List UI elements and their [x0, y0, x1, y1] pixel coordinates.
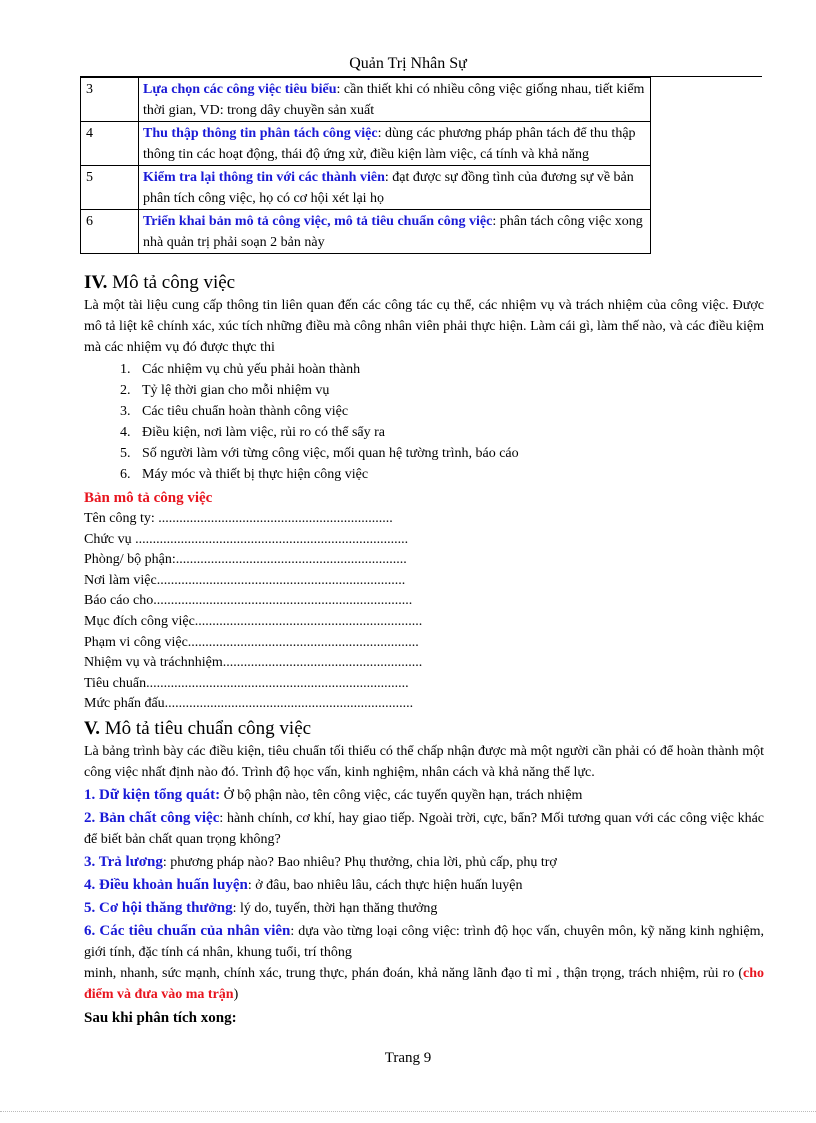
job-form-field: Tên công ty: ...................................................................	[84, 511, 393, 526]
criterion-6-continuation: minh, nhanh, sức mạnh, chính xác, trung thực, phán đoán, khả năng lãnh đạo tỉ mỉ , thận trọng, trách nhiệm, rủi ro (	[84, 965, 743, 981]
step-title: Lựa chọn các công việc tiêu biểu	[143, 82, 337, 97]
steps-table-row	[81, 166, 651, 210]
section-4-intro: Là một tài liệu cung cấp thông tin liên quan đến các công tác cụ thể, các nhiệm vụ và trách nhiệm của công việc. Được mô tả liệt kê chính xác, xúc tích những điều mà công nhân viên phải thực hiện. Làm cái gì, làm thế nào, và các điều kiệm mà các nhiệm vụ đó được thực thi	[84, 298, 764, 355]
steps-table-row	[81, 210, 651, 254]
criterion-item	[84, 808, 764, 850]
criterion-title: 5. Cơ hội thăng thưởng	[84, 899, 233, 916]
header-title: Quản Trị Nhân Sự	[349, 55, 467, 72]
criterion-item	[84, 852, 764, 873]
section-5-intro: Là bảng trình bày các điều kiện, tiêu chuẩn tối thiểu có thể chấp nhận được mà một người cần phải có để hoàn thành một công việc nhất định nào đó. Trình độ học vấn, kinh nghiệm, nhân cách và khả năng thể lực.	[84, 743, 764, 780]
step-text: : dùng các phương pháp phân tách để thu thập thông tin các hoạt động, thái độ ứng xử, điều kiện làm việc, cá tính và khả năng	[143, 126, 636, 162]
step-text: : phân tách công việc xong nhà quản trị phải soạn 2 bản này	[143, 214, 643, 250]
step-description	[139, 122, 651, 166]
criterion-text: : ở đâu, bao nhiêu lâu, cách thực hiện huấn luyện	[247, 877, 523, 893]
step-description	[139, 78, 651, 122]
steps-table-row	[81, 78, 651, 122]
criterion-6-close: )	[233, 986, 239, 1002]
step-description	[139, 166, 651, 210]
main-content	[84, 271, 764, 1029]
task-item: 6. Máy móc và thiết bị thực hiện công việc	[134, 464, 764, 485]
section-5-heading	[84, 717, 764, 741]
job-form-field: Tiêu chuẩn...........................................................................	[84, 675, 409, 691]
criterion-item	[84, 785, 764, 806]
task-item: 5. Số người làm với từng công việc, mối quan hệ tường trình, báo cáo	[134, 443, 764, 464]
job-form-field: Mức phấn đấu.......................................................................	[84, 696, 414, 712]
criterion-item	[84, 898, 764, 919]
step-text: : đạt được sự đồng tình của đương sự về bản phân tích công việc, họ có cơ hội xét lại họ	[143, 170, 634, 206]
step-description	[139, 210, 651, 254]
step-text: : cần thiết khi có nhiều công việc giống nhau, tiết kiểm thời gian, VD: trong dây chuyền sản xuất	[143, 82, 645, 118]
step-number: 5	[81, 166, 139, 210]
step-number: 4	[81, 122, 139, 166]
job-form-field: Nơi làm việc.......................................................................	[84, 572, 406, 588]
step-number: 3	[81, 78, 139, 122]
criterion-6	[84, 921, 764, 1005]
section-4-numeral: IV.	[84, 272, 108, 293]
task-item: 4. Điều kiện, nơi làm việc, rủi ro có thể sẩy ra	[134, 422, 764, 443]
criterion-text: : phương pháp nào? Bao nhiêu? Phụ thưởng, chia lời, phủ cấp, phụ trợ	[162, 854, 557, 870]
task-item: 1. Các nhiệm vụ chủ yếu phải hoàn thành	[134, 359, 764, 380]
task-item: 3. Các tiêu chuẩn hoàn thành công việc	[134, 401, 764, 422]
section-5-numeral: V.	[84, 717, 101, 739]
job-form-field: Chức vụ ..............................................................................	[84, 531, 409, 547]
page-number: Trang 9	[384, 1050, 432, 1066]
job-form-title: Bản mô tả công việc	[84, 490, 213, 506]
footer-rule	[0, 1111, 816, 1112]
closing-line: Sau khi phân tích xong:	[84, 1009, 237, 1026]
job-form-field: Phòng/ bộ phận:..................................................................	[84, 552, 407, 568]
criterion-6-title: 6. Các tiêu chuẩn của nhân viên	[84, 922, 291, 939]
job-form-field: Báo cáo cho..........................................................................	[84, 593, 413, 609]
step-title: Kiểm tra lại thông tin với các thành viên	[143, 170, 385, 185]
step-title: Triển khai bản mô tả công việc, mô tả tiêu chuẩn công việc	[143, 214, 493, 229]
criterion-title: 3. Trả lương	[84, 853, 163, 870]
criteria-list	[84, 785, 764, 919]
job-form-field: Nhiệm vụ và tráchnhiệm.........................................................	[84, 655, 423, 671]
criterion-item	[84, 875, 764, 896]
criterion-text: : lý do, tuyến, thời hạn thăng thưởng	[232, 900, 438, 916]
step-title: Thu thập thông tin phân tách công việc	[143, 126, 378, 141]
job-form-field: Phạm vi công việc..................................................................	[84, 634, 419, 650]
section-5-title: Mô tả tiêu chuẩn công việc	[104, 717, 312, 739]
job-form-field: Mục đích công việc.................................................................	[84, 613, 423, 629]
steps-table-row	[81, 122, 651, 166]
criterion-6-note: cho điểm và đưa vào ma trận	[84, 965, 764, 1002]
task-list	[84, 359, 764, 485]
task-item: 2. Tỷ lệ thời gian cho mỗi nhiệm vụ	[134, 380, 764, 401]
section-4-heading	[84, 271, 764, 295]
criterion-title: 1. Dữ kiện tổng quát:	[84, 786, 221, 803]
step-number: 6	[81, 210, 139, 254]
section-4-title: Mô tả công việc	[112, 272, 236, 293]
criterion-text: : hành chính, cơ khí, hay giao tiếp. Ngoài trời, cực, bẩn? Mối tương quan với các công việc khác để biết bản chất quan trọng không?	[84, 810, 764, 847]
steps-table	[80, 77, 651, 254]
criterion-title: 4. Điều khoản huấn luyện	[84, 876, 248, 893]
criterion-text: Ở bộ phận nào, tên công việc, các tuyến quyền hạn, trách nhiệm	[220, 787, 583, 803]
criterion-title: 2. Bản chất công việc	[84, 809, 220, 826]
job-form-fields	[84, 509, 764, 715]
criterion-6-text: : dựa vào từng loại công việc: trình độ học vấn, chuyên môn, kỹ năng kinh nghiệm, giới tính, đặc tính cá nhân, khung tuổi, trí thông	[84, 923, 764, 960]
